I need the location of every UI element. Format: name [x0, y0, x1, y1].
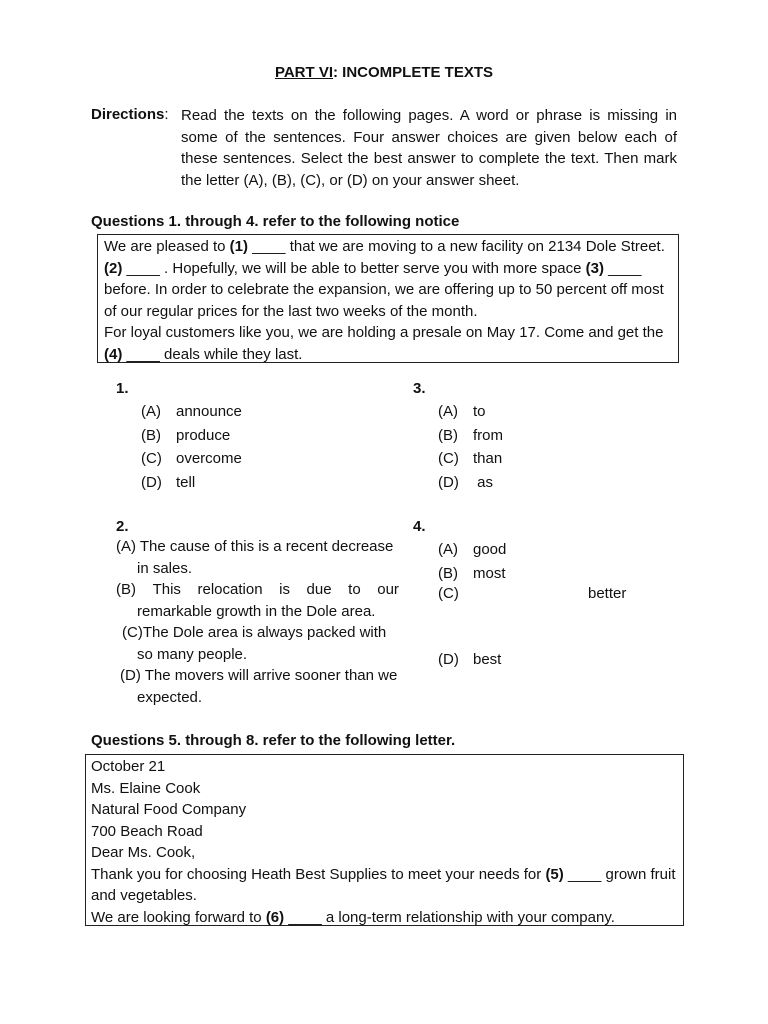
option-word: due — [306, 581, 332, 598]
option-text: remarkable growth in the Dole area. — [137, 602, 376, 620]
notice-text: We are pleased to — [104, 238, 230, 255]
option-text: most — [473, 565, 506, 582]
option-letter: (B) — [141, 426, 161, 444]
directions-text: Read the texts on the following pages. A word or phrase is missing in some of the sentences. Four answer choices are given below each of these sentences. Select the best answer to complete the text. Then mark the letter (A), (B), (C), or (D) on your answer sheet. — [181, 107, 677, 189]
option-letter: (C) — [438, 450, 459, 467]
question-3-option-a[interactable] — [438, 400, 503, 424]
letter-text: ____ a long-term relationship with your company. — [284, 908, 615, 926]
option-letter: (A) — [438, 541, 458, 558]
notice-box — [97, 234, 679, 363]
option-letter: (B) — [116, 581, 136, 598]
question-3-option-b[interactable] — [438, 424, 503, 448]
option-text: as — [473, 473, 494, 491]
question-1-option-c[interactable] — [141, 447, 242, 471]
letter-paragraph-1-cont: and vegetables. — [91, 887, 197, 904]
notice-line-1 — [104, 236, 671, 258]
question-1-option-b[interactable] — [141, 424, 242, 448]
option-letter: (B) — [438, 426, 458, 444]
blank-number-3: (3) — [585, 259, 604, 277]
option-letter: (A) — [438, 403, 458, 420]
question-2-number: 2. — [116, 518, 129, 535]
question-2-option-b[interactable] — [116, 579, 399, 622]
question-4-option-c[interactable] — [438, 582, 473, 606]
option-word: to — [348, 581, 361, 598]
letter-company: Natural Food Company — [91, 801, 247, 818]
option-letter: (C) — [438, 585, 459, 602]
question-2-options — [116, 536, 399, 708]
option-letter: (D) — [438, 473, 459, 491]
letter-paragraph-1 — [91, 864, 678, 886]
notice-line-3: before. In order to celebrate the expansion, we are offering up to 50 percent off most — [104, 281, 664, 298]
question-4-option-c-text[interactable]: better — [588, 585, 627, 602]
question-2-option-a[interactable] — [116, 536, 399, 579]
directions-colon: : — [164, 106, 169, 123]
directions-label — [91, 106, 169, 123]
option-text: (A) The cause of this is a recent decrease — [116, 538, 394, 555]
question-4-option-a[interactable] — [438, 538, 506, 562]
question-1-option-a[interactable] — [141, 400, 242, 424]
option-text: to — [473, 403, 486, 420]
notice-line-2 — [104, 258, 671, 280]
notice-text: ____ deals while they last. — [122, 345, 303, 363]
option-text — [116, 579, 399, 601]
option-text: (D) The movers will arrive sooner than we — [120, 667, 398, 684]
letter-text: ____ grown fruit — [563, 865, 676, 883]
option-text: so many people. — [137, 645, 248, 663]
question-1-number: 1. — [116, 380, 129, 397]
section1-heading: Questions 1. through 4. refer to the following notice — [91, 213, 460, 230]
section2-heading: Questions 5. through 8. refer to the following letter. — [91, 732, 456, 749]
title-rest: : INCOMPLETE TEXTS — [333, 64, 494, 81]
letter-paragraph-2 — [91, 907, 678, 929]
question-4-option-d[interactable] — [438, 648, 501, 672]
option-text: tell — [176, 473, 196, 491]
notice-line-4: of our regular prices for the last two weeks of the month. — [104, 302, 478, 320]
option-letter: (B) — [438, 565, 458, 582]
option-text: best — [473, 651, 502, 668]
question-3-number: 3. — [413, 380, 426, 397]
option-text: good — [473, 541, 507, 558]
option-word: relocation — [197, 581, 263, 598]
notice-text: ____ — [603, 259, 642, 277]
letter-box — [85, 754, 684, 926]
option-text: than — [473, 450, 503, 467]
letter-salutation: Dear Ms. Cook, — [91, 844, 196, 861]
question-1-options — [141, 400, 242, 494]
option-text: overcome — [176, 450, 242, 467]
letter-text: We are looking forward to — [91, 908, 266, 926]
letter-date: October 21 — [91, 758, 166, 775]
letter-address: 700 Beach Road — [91, 822, 203, 840]
question-3-option-c[interactable] — [438, 447, 503, 471]
question-2-option-d[interactable] — [116, 665, 399, 708]
page-title — [0, 64, 768, 81]
directions-label-text: Directions — [91, 106, 165, 123]
question-3-option-d[interactable] — [438, 471, 503, 495]
option-text: in sales. — [137, 559, 193, 577]
title-part: PART VI — [274, 64, 334, 81]
option-letter: (A) — [141, 403, 161, 420]
blank-number-6: (6) — [265, 908, 285, 926]
question-2-option-c[interactable] — [116, 622, 399, 665]
option-text: from — [473, 426, 503, 444]
notice-text: ____ . Hopefully, we will be able to better serve you with more space — [122, 259, 586, 277]
letter-recipient-name: Ms. Elaine Cook — [91, 779, 201, 797]
question-1-option-d[interactable] — [141, 471, 242, 495]
option-text: produce — [176, 426, 231, 444]
blank-number-1: (1) — [229, 238, 248, 255]
notice-line-5: For loyal customers like you, we are holding a presale on May 17. Come and get the — [104, 324, 664, 341]
notice-line-6 — [104, 344, 671, 366]
option-letter: (D) — [141, 473, 162, 491]
blank-number-5: (5) — [545, 865, 564, 883]
option-text: (C)The Dole area is always packed with — [122, 624, 387, 641]
option-word: our — [377, 581, 399, 598]
letter-text: Thank you for choosing Heath Best Supplies to meet your needs for — [91, 865, 546, 883]
option-word: This — [152, 581, 181, 598]
blank-number-4: (4) — [104, 345, 123, 363]
option-word: is — [279, 581, 290, 598]
question-4-number: 4. — [413, 518, 426, 535]
question-3-options — [438, 400, 503, 494]
option-text: announce — [176, 403, 242, 420]
blank-number-2: (2) — [104, 259, 123, 277]
notice-text: ____ that we are moving to a new facility on 2134 Dole Street. — [247, 238, 665, 255]
option-text: expected. — [137, 688, 203, 706]
option-letter: (C) — [141, 450, 162, 467]
option-letter: (D) — [438, 651, 459, 668]
